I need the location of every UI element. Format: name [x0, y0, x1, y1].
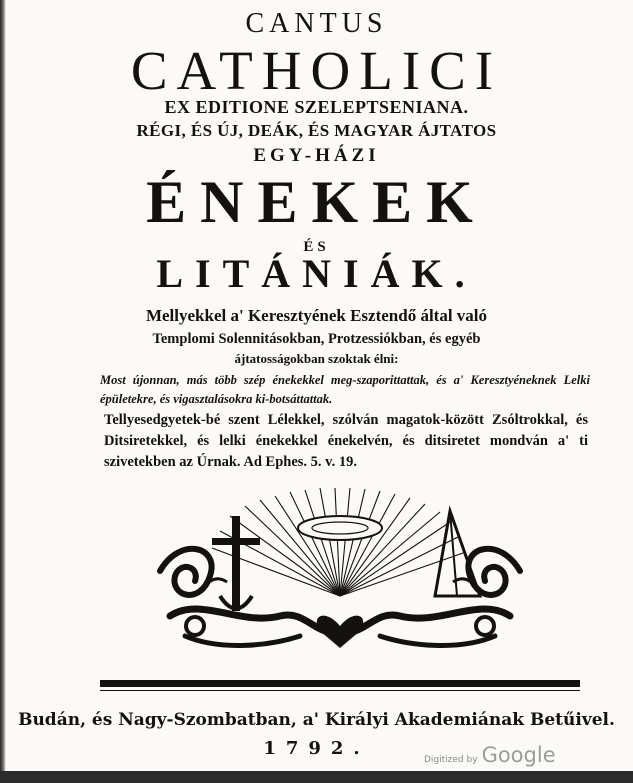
publication-year: 1792. — [263, 738, 370, 759]
page-bottom-edge — [0, 771, 633, 783]
description-line-1: Mellyekkel a' Keresztyének Esztendő által való — [145, 306, 488, 325]
cross-and-sunburst-icon — [150, 476, 530, 661]
description-line-2: Templomi Solennitásokban, Protzessiókban, és egyéb — [152, 331, 481, 347]
italic-note: Most újonnan, más több szép énekekkel meg-szaporittattak, és a' Keresztyéneknek Lelki épületekre, és vigasztalásokra ki-botsáttattak. — [100, 373, 590, 406]
title-line-enekek: ÉNEKEK — [146, 169, 487, 235]
digitized-by-watermark — [424, 743, 556, 767]
title-line-catholici: CATHOLICI — [130, 40, 503, 101]
description-line-3: ájtatosságokban szoktak élni: — [234, 351, 399, 366]
horizontal-rule — [100, 680, 580, 687]
imprint-line: Budán, és Nagy-Szombatban, a' Királyi Akademiának Betűivel. — [18, 710, 615, 730]
page-edge-shadow — [0, 0, 6, 783]
google-logo-icon: Google — [481, 743, 556, 767]
subtitle-line: RÉGI, ÉS ÚJ, DEÁK, ÉS MAGYAR ÁJTATOS — [136, 121, 497, 140]
title-line-litaniak: LITÁNIÁK. — [156, 251, 477, 296]
conjunction-es: ÉS — [303, 239, 330, 255]
scripture-quote: Tellyesedgyetek-bé szent Lélekkel, szólván magatok-között Zsóltrokkal, és Ditsiretekkel, és lelki énekekkel énekelvén, és ditsiretet mondván a' ti szivetekben az Úrnak. Ad Ephes. 5. v. 19. — [104, 412, 588, 470]
title-line-cantus: CANTUS — [245, 8, 388, 39]
subtitle-line-egyhazi: EGY-HÁZI — [253, 145, 380, 166]
edition-line: EX EDITIONE SZELEPTSENIANA. — [164, 97, 469, 117]
watermark-prefix: Digitized by — [424, 755, 478, 765]
